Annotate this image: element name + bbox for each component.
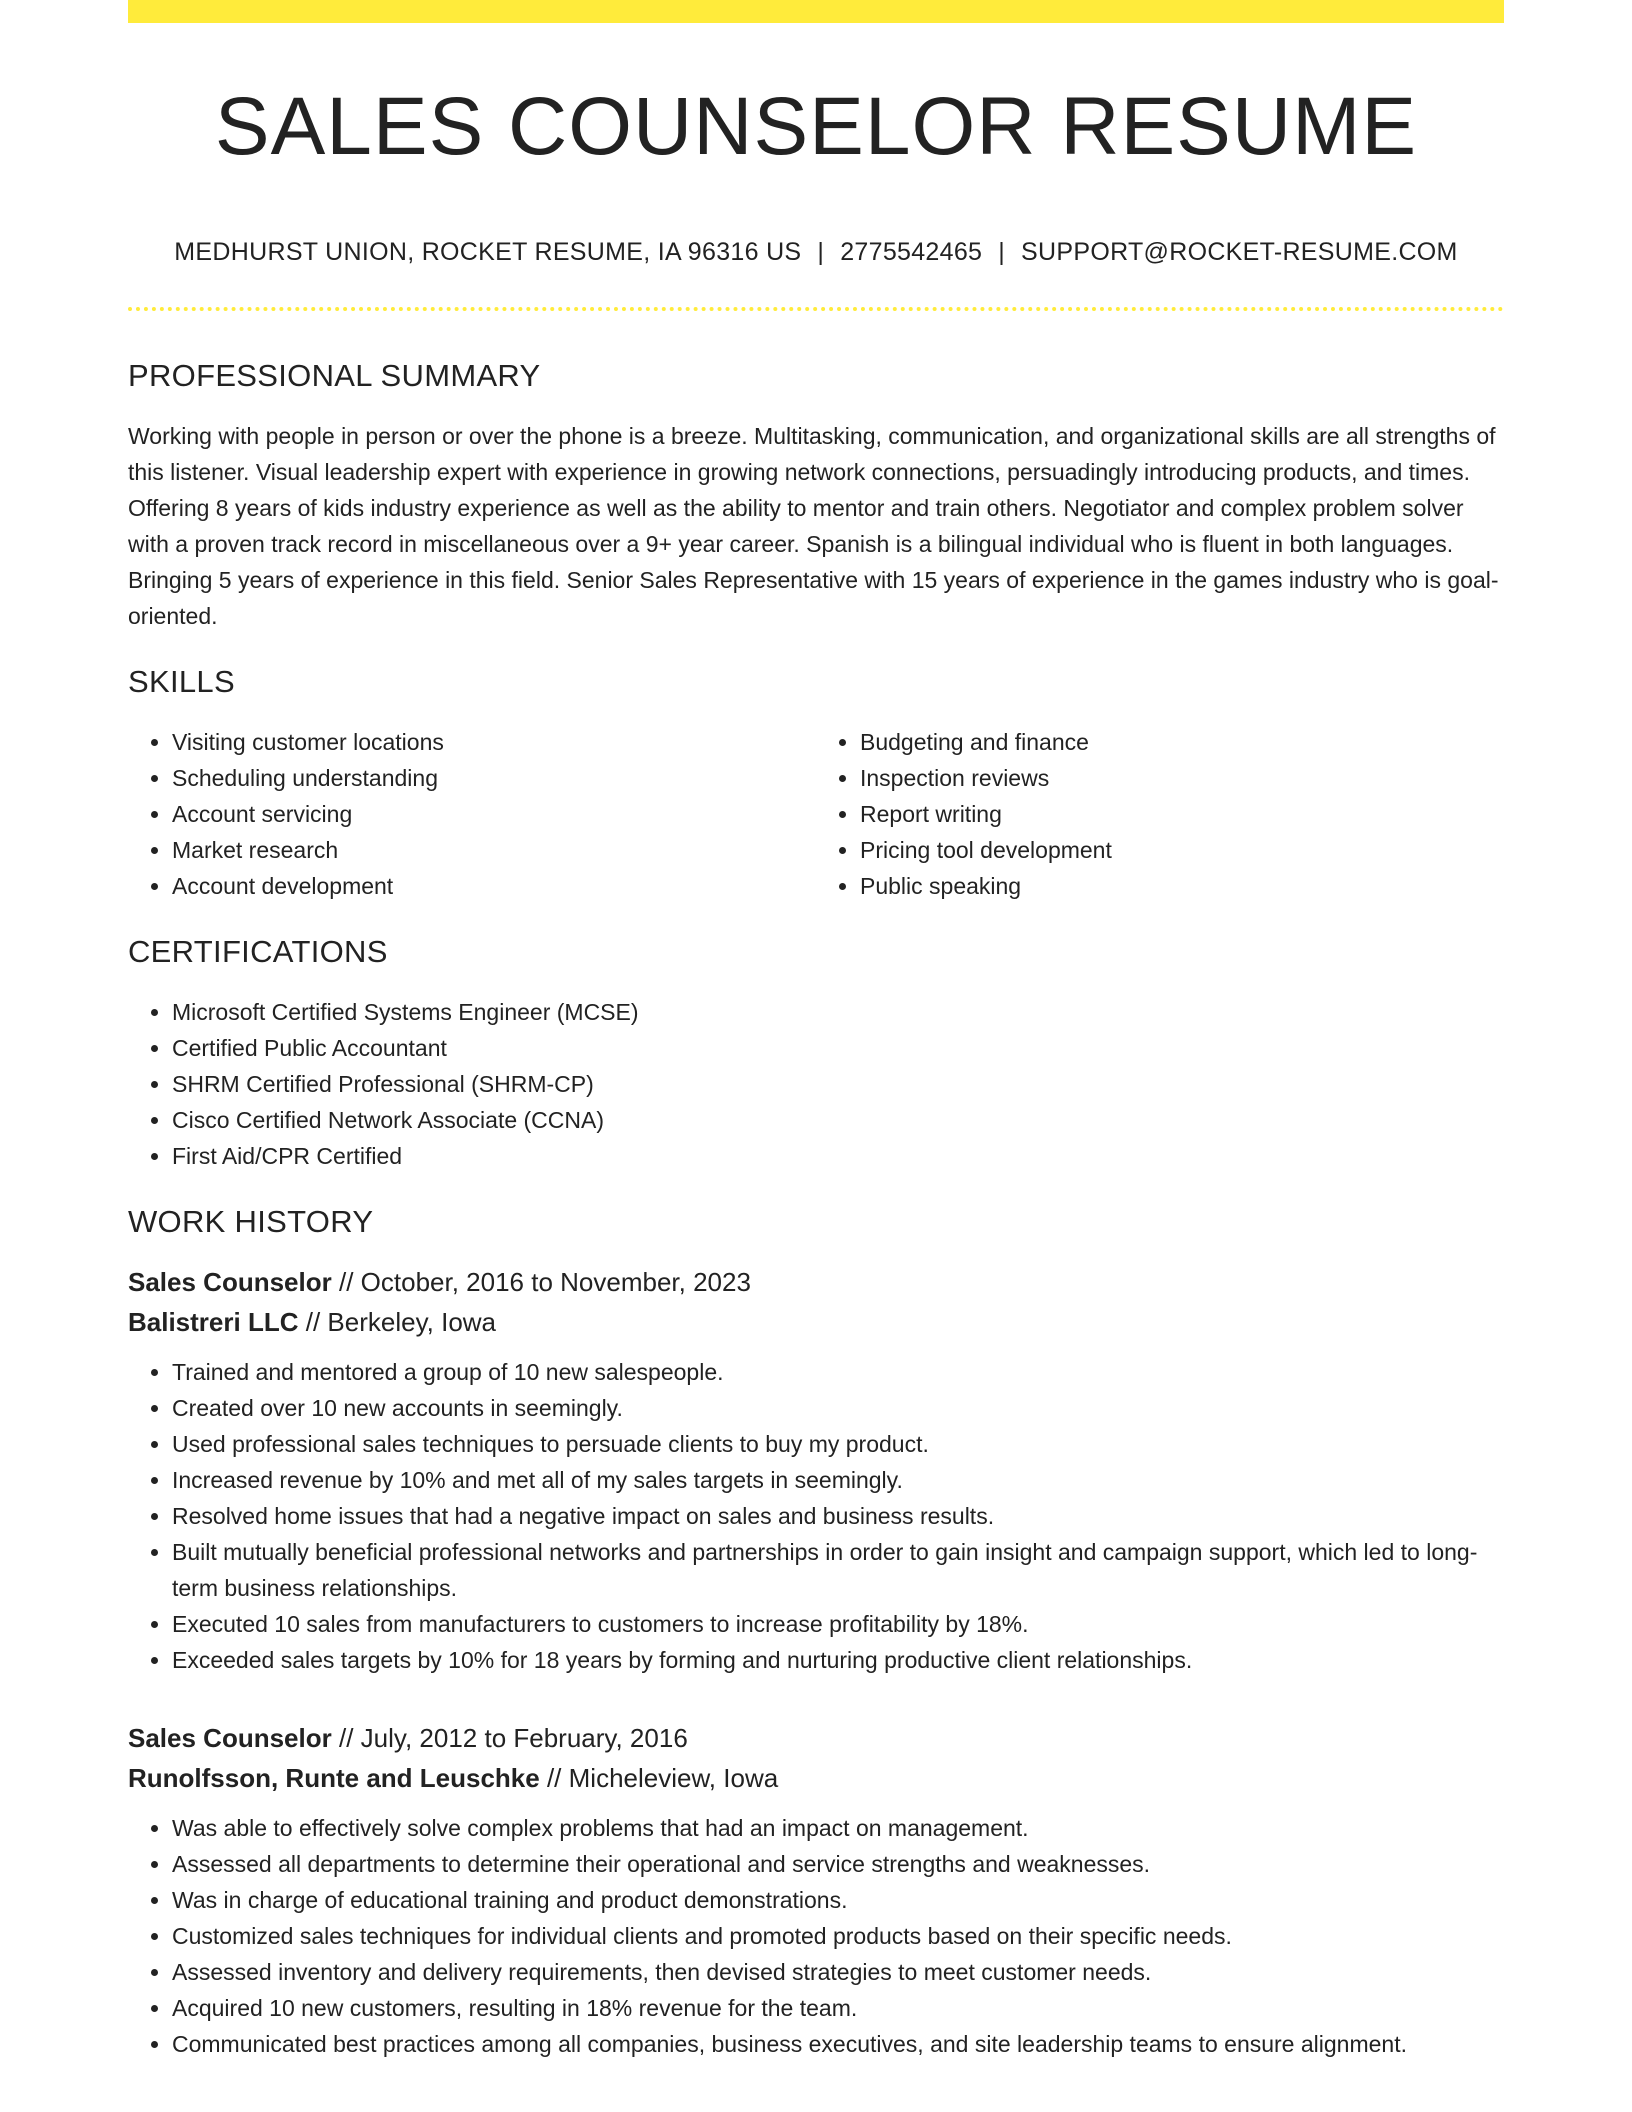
certifications-list (128, 994, 1504, 1174)
skill-item: • Inspection reviews (860, 760, 1504, 796)
skills-column-right (816, 724, 1504, 904)
job-bullets (128, 1354, 1504, 1678)
job-divider: // (305, 1307, 321, 1337)
job-divider: // (546, 1763, 562, 1793)
job-company: Runolfsson, Runte and Leuschke (128, 1763, 540, 1793)
job-bullet: • Used professional sales techniques to persuade clients to buy my product. (172, 1426, 1504, 1462)
job-bullet: • Was in charge of educational training and product demonstrations. (172, 1882, 1504, 1918)
job-entry (128, 1262, 1504, 1678)
skill-item: • Budgeting and finance (860, 724, 1504, 760)
skill-item: • Public speaking (860, 868, 1504, 904)
job-bullet: • Trained and mentored a group of 10 new salespeople. (172, 1354, 1504, 1390)
certification-item: • First Aid/CPR Certified (172, 1138, 1504, 1174)
job-title: Sales Counselor (128, 1723, 332, 1753)
skills-column-left (128, 724, 816, 904)
certification-item: • Cisco Certified Network Associate (CCNA) (172, 1102, 1504, 1138)
job-dates: July, 2012 to February, 2016 (360, 1723, 688, 1753)
job-divider: // (338, 1723, 354, 1753)
job-bullet: • Exceeded sales targets by 10% for 18 years by forming and nurturing productive client relationships. (172, 1642, 1504, 1678)
job-company-line (128, 1758, 1504, 1798)
job-bullet: • Assessed inventory and delivery requirements, then devised strategies to meet customer needs. (172, 1954, 1504, 1990)
skill-item: • Report writing (860, 796, 1504, 832)
job-company-line (128, 1302, 1504, 1342)
contact-separator: | (817, 238, 825, 266)
dotted-divider (128, 307, 1504, 311)
skill-item: • Account development (172, 868, 816, 904)
resume-content (128, 350, 1504, 2062)
job-location: Micheleview, Iowa (568, 1763, 779, 1793)
job-bullet: • Increased revenue by 10% and met all of my sales targets in seemingly. (172, 1462, 1504, 1498)
contact-phone[interactable]: 2775542465 (840, 238, 983, 266)
job-title-line (128, 1718, 1504, 1758)
contact-separator: | (998, 238, 1006, 266)
job-location: Berkeley, Iowa (327, 1307, 497, 1337)
certifications-heading: CERTIFICATIONS (128, 934, 388, 969)
certification-item: • SHRM Certified Professional (SHRM-CP) (172, 1066, 1504, 1102)
certification-item: • Certified Public Accountant (172, 1030, 1504, 1066)
resume-title: SALES COUNSELOR RESUME (214, 81, 1418, 172)
job-bullet: • Resolved home issues that had a negative impact on sales and business results. (172, 1498, 1504, 1534)
job-divider: // (338, 1267, 354, 1297)
skill-item: • Scheduling understanding (172, 760, 816, 796)
contact-email[interactable]: SUPPORT@ROCKET-RESUME.COM (1021, 238, 1458, 266)
skill-item: • Market research (172, 832, 816, 868)
skills-list (128, 724, 1504, 904)
job-bullet: • Created over 10 new accounts in seemingly. (172, 1390, 1504, 1426)
contact-line (0, 238, 1632, 267)
job-bullet: • Communicated best practices among all companies, business executives, and site leadership teams to ensure alignment. (172, 2026, 1504, 2062)
summary-heading: PROFESSIONAL SUMMARY (128, 358, 541, 393)
job-bullet: • Acquired 10 new customers, resulting in 18% revenue for the team. (172, 1990, 1504, 2026)
skill-item: • Pricing tool development (860, 832, 1504, 868)
work-history-heading: WORK HISTORY (128, 1204, 374, 1239)
contact-address: MEDHURST UNION, ROCKET RESUME, IA 96316 US (174, 238, 802, 266)
certification-item: • Microsoft Certified Systems Engineer (MCSE) (172, 994, 1504, 1030)
skill-item: • Account servicing (172, 796, 816, 832)
job-bullet: • Executed 10 sales from manufacturers to customers to increase profitability by 18%. (172, 1606, 1504, 1642)
job-title-line (128, 1262, 1504, 1302)
skill-item: • Visiting customer locations (172, 724, 816, 760)
job-bullet: • Built mutually beneficial professional networks and partnerships in order to gain insight and campaign support, which led to long-term business relationships. (172, 1534, 1504, 1606)
job-entry (128, 1718, 1504, 2062)
job-bullet: • Assessed all departments to determine their operational and service strengths and weaknesses. (172, 1846, 1504, 1882)
skills-heading: SKILLS (128, 664, 235, 699)
job-bullet: • Was able to effectively solve complex problems that had an impact on management. (172, 1810, 1504, 1846)
job-bullets (128, 1810, 1504, 2062)
job-bullet: • Customized sales techniques for individual clients and promoted products based on their specific needs. (172, 1918, 1504, 1954)
job-company: Balistreri LLC (128, 1307, 299, 1337)
job-title: Sales Counselor (128, 1267, 332, 1297)
job-dates: October, 2016 to November, 2023 (360, 1267, 751, 1297)
summary-text: Working with people in person or over the phone is a breeze. Multitasking, communication, and organizational skills are all strengths of this listener. Visual leadership expert with experience in growing network connections, persuadingly introducing products, and times. Offering 8 years of kids industry experience as well as the ability to mentor and train others. Negotiator and complex problem solver with a proven track record in miscellaneous over a 9+ year career. Spanish is a bilingual individual who is fluent in both languages. Bringing 5 years of experience in this field. Senior Sales Representative with 15 years of experience in the games industry who is goal-oriented. (128, 423, 1499, 629)
top-accent-bar (128, 0, 1504, 23)
